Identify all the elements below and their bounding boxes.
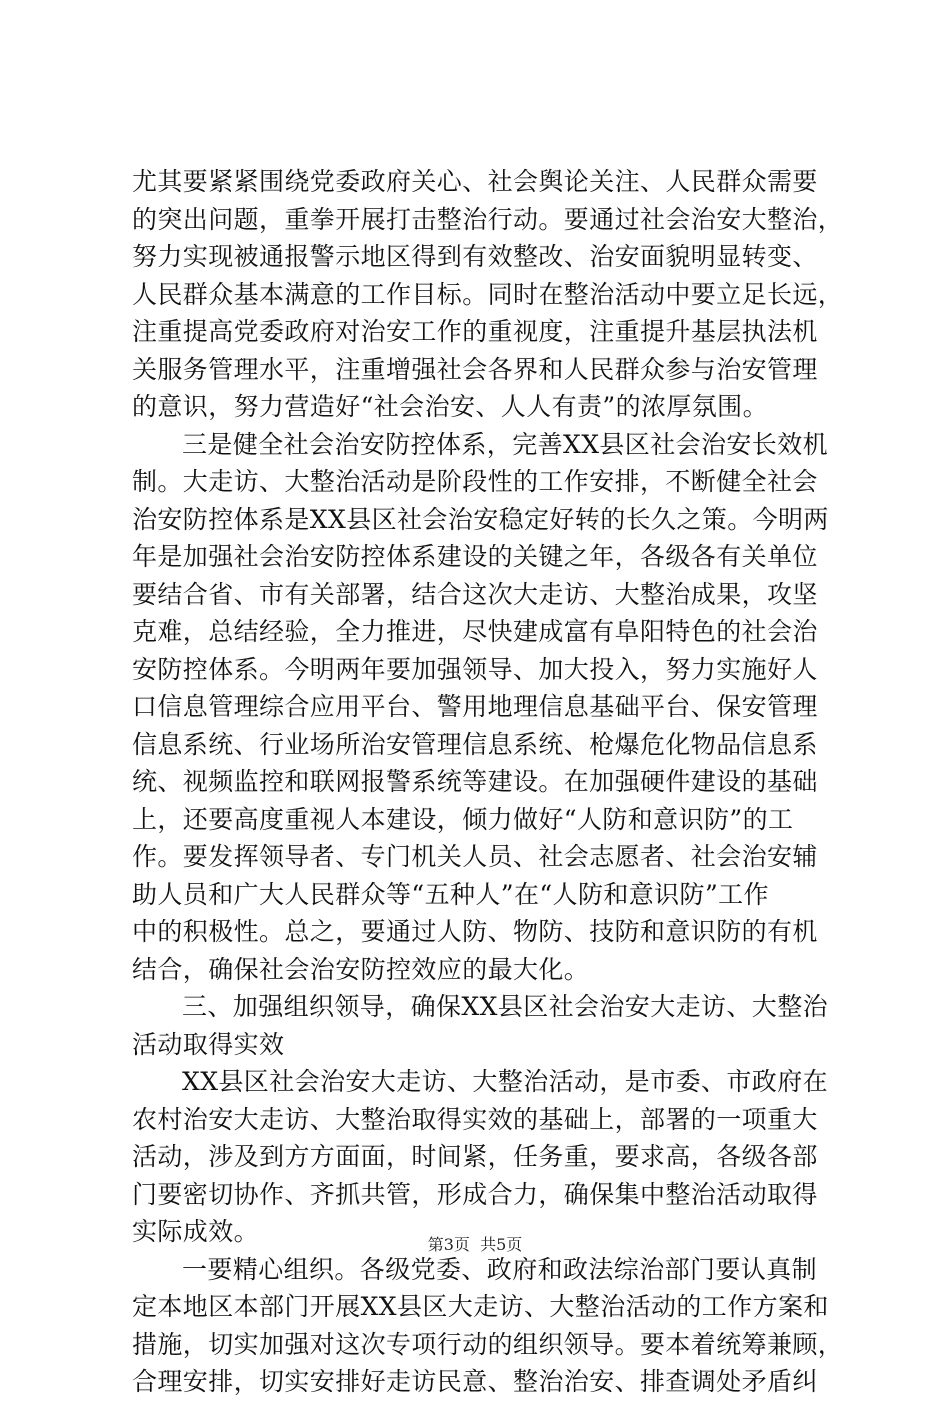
text-line: 合理安排，切实安排好走访民意、整治治安、排查调处矛盾纠	[132, 1367, 818, 1396]
text-line: 年是加强社会治安防控体系建设的关键之年，各级各有关单位	[132, 542, 818, 571]
document-body	[132, 163, 844, 1401]
text-line: 关服务管理水平，注重增强社会各界和人民群众参与治安管理	[132, 354, 818, 384]
text-line: 口信息管理综合应用平台、警用地理信息基础平台、保安管理	[132, 692, 818, 721]
text-line: 制。大走访、大整治活动是阶段性的工作安排，不断健全社会	[132, 467, 818, 496]
paragraph-first-line: 三是健全社会治安防控体系，完善XX县区社会治安长效机	[182, 429, 828, 459]
text-line: 农村治安大走访、大整治取得实效的基础上，部署的一项重大	[132, 1104, 818, 1134]
text-line: 注重提高党委政府对治安工作的重视度，注重提升基层执法机	[132, 317, 818, 346]
page-number-footer: 第3页 共5页	[427, 1235, 523, 1254]
text-line: 克难，总结经验，全力推进，尽快建成富有阜阳特色的社会治	[132, 617, 818, 646]
text-line: 中的积极性。总之，要通过人防、物防、技防和意识防的有机	[132, 917, 818, 946]
text-line: 要结合省、市有关部署，结合这次大走访、大整治成果，攻坚	[132, 579, 818, 609]
text-line: 的突出问题，重拳开展打击整治行动。要通过社会治安大整治，	[132, 204, 844, 234]
text-line: 治安防控体系是XX县区社会治安稳定好转的长久之策。今明两	[132, 504, 829, 534]
text-line: 安防控体系。今明两年要加强领导、加大投入，努力实施好人	[132, 654, 818, 684]
text-line: 信息系统、行业场所治安管理信息系统、枪爆危化物品信息系	[132, 729, 818, 759]
section-heading: 三、加强组织领导，确保XX县区社会治安大走访、大整治	[182, 992, 828, 1021]
text-line: 定本地区本部门开展XX县区大走访、大整治活动的工作方案和	[132, 1292, 829, 1321]
text-line: 尤其要紧紧围绕党委政府关心、社会舆论关注、人民群众需要	[132, 167, 818, 196]
text-line: 上，还要高度重视人本建设，倾力做好“人防和意识防”的工	[132, 804, 794, 834]
text-line: 实际成效。	[132, 1217, 260, 1246]
text-line: 门要密切协作、齐抓共管，形成合力，确保集中整治活动取得	[132, 1179, 818, 1209]
text-line: 活动，涉及到方方面面，时间紧，任务重，要求高，各级各部	[132, 1142, 818, 1171]
text-line: 统、视频监控和联网报警系统等建设。在加强硬件建设的基础	[132, 767, 818, 796]
paragraph-first-line: XX县区社会治安大走访、大整治活动，是市委、市政府在	[182, 1067, 828, 1096]
section-heading-continued: 活动取得实效	[132, 1029, 285, 1059]
text-line: 努力实现被通报警示地区得到有效整改、治安面貌明显转变、	[132, 242, 818, 271]
text-line: 结合，确保社会治安防控效应的最大化。	[132, 954, 590, 984]
text-line: 作。要发挥领导者、专门机关人员、社会志愿者、社会治安辅	[132, 842, 818, 871]
text-line: 的意识，努力营造好“社会治安、人人有责”的浓厚氛围。	[132, 392, 768, 421]
text-line: 助人员和广大人民群众等“五种人”在“人防和意识防”工作	[132, 879, 769, 909]
text-line: 措施，切实加强对这次专项行动的组织领导。要本着统筹兼顾，	[132, 1329, 844, 1359]
text-line: 人民群众基本满意的工作目标。同时在整治活动中要立足长远，	[132, 279, 844, 309]
paragraph-first-line: 一要精心组织。各级党委、政府和政法综治部门要认真制	[182, 1254, 818, 1284]
